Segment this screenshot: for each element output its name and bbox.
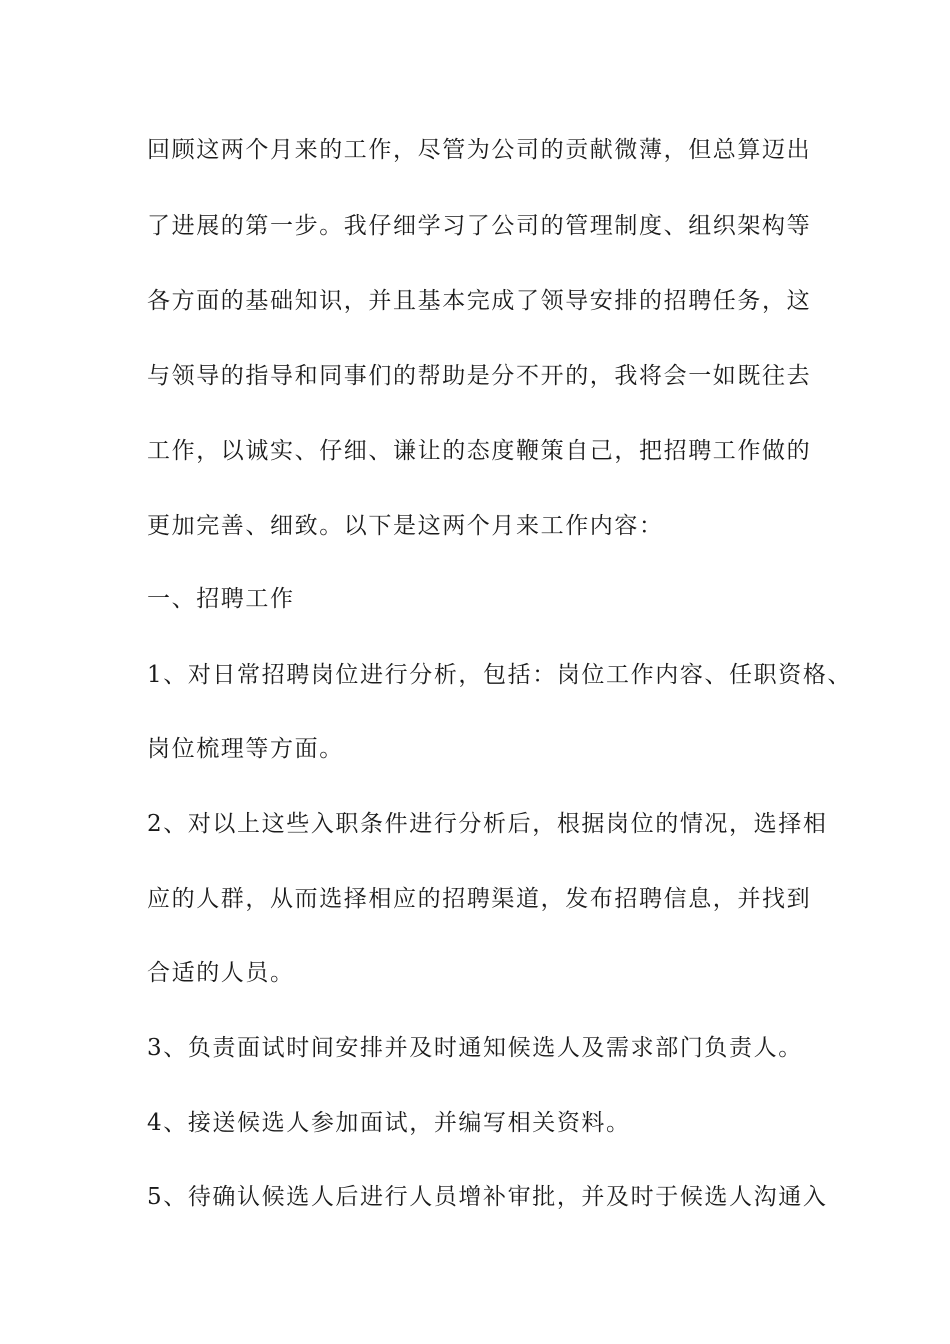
paragraph-line: 各方面的基础知识，并且基本完成了领导安排的招聘任务，这 [147,288,812,314]
list-item-line: 应的人群，从而选择相应的招聘渠道，发布招聘信息，并找到 [147,886,812,912]
list-item-line: 2、对以上这些入职条件进行分析后，根据岗位的情况，选择相 [147,811,828,837]
paragraph-line: 回顾这两个月来的工作，尽管为公司的贡献微薄，但总算迈出 [147,137,812,163]
list-item-line: 岗位梳理等方面。 [147,736,344,762]
list-item-line: 1、对日常招聘岗位进行分析，包括：岗位工作内容、任职资格、 [147,662,853,688]
list-item-line: 3、负责面试时间安排并及时通知候选人及需求部门负责人。 [147,1035,803,1061]
paragraph-line: 与领导的指导和同事们的帮助是分不开的，我将会一如既往去 [147,363,812,389]
paragraph-line: 更加完善、细致。以下是这两个月来工作内容： [147,513,664,539]
section-heading: 一、招聘工作 [147,586,295,612]
paragraph-line: 工作，以诚实、仔细、谦让的态度鞭策自己，把招聘工作做的 [147,438,812,464]
list-item-line: 合适的人员。 [147,960,295,986]
paragraph-line: 了进展的第一步。我仔细学习了公司的管理制度、组织架构等 [147,213,812,239]
list-item-line: 5、待确认候选人后进行人员增补审批，并及时于候选人沟通入 [147,1184,828,1210]
list-item-line: 4、接送候选人参加面试，并编写相关资料。 [147,1110,631,1136]
